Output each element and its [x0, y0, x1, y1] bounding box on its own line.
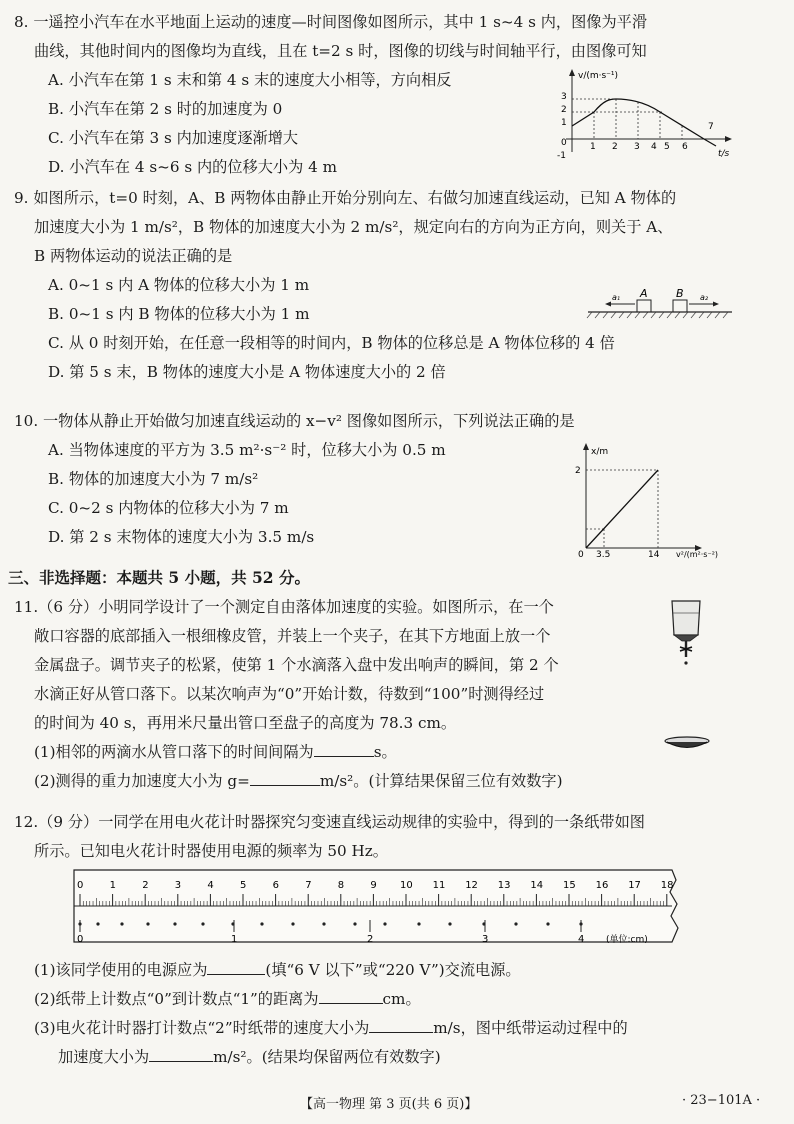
question-11-sub-1: (1)相邻的两滴水从管口落下的时间间隔为 s。: [14, 738, 784, 767]
block-a-label: A: [640, 287, 648, 300]
tape-dot: [417, 922, 420, 925]
question-10-option-c: C. 0~2 s 内物体的位移大小为 7 m: [48, 499, 289, 517]
ruler-number: 2: [142, 880, 149, 891]
ticker-tape-figure: [72, 866, 682, 950]
footer-page-info: 【高一物理 第 3 页(共 6 页)】: [300, 1097, 478, 1112]
question-8-line: 曲线，其他时间内的图像均为直线，且在 t=2 s 时，图像的切线与时间轴平行，由图像可知: [34, 42, 647, 60]
x-axis-label: t/s: [718, 149, 730, 159]
arrow-left-icon: [605, 302, 611, 307]
tape-dot: [291, 922, 294, 925]
x-v2-graph-figure: [570, 440, 738, 560]
x-tick-label: 7: [708, 122, 714, 132]
question-9-line: 9. 如图所示，t=0 时刻，A、B 两物体由静止开始分别向左、右做匀加速直线运动，已知 A 物体的: [14, 189, 677, 207]
count-label: 2: [367, 934, 374, 945]
arrow-right-icon: [713, 302, 719, 307]
ruler-number: 0: [77, 880, 84, 891]
question-12-sub-3-cont: 加速度大小为 m/s²。(结果均保留两位有效数字): [14, 1043, 784, 1072]
tape-dot: [260, 922, 263, 925]
question-12-sub-3: (3)电火花计时器打计数点“2”时纸带的速度大小为 m/s，图中纸带运动过程中的: [14, 1014, 784, 1043]
y-tick-label: 1: [561, 118, 567, 128]
question-10-option-a: A. 当物体速度的平方为 3.5 m²·s⁻² 时，位移大小为 0.5 m: [48, 441, 446, 459]
a1-label: a₁: [612, 293, 621, 302]
question-12: [14, 808, 784, 866]
question-12-line: 12.（9 分）一同学在用电火花计时器探究匀变速直线运动规律的实验中，得到的一条纸带如图: [14, 813, 645, 831]
tape-dot: [322, 922, 325, 925]
question-9-line: B 两物体运动的说法正确的是: [34, 247, 233, 265]
tape-dot: [146, 922, 149, 925]
question-10-option-b: B. 物体的加速度大小为 7 m/s²: [48, 470, 259, 488]
question-12-sub-2: (2)纸带上计数点“0”到计数点“1”的距离为 cm。: [14, 985, 784, 1014]
answer-blank[interactable]: [250, 769, 320, 786]
question-8-option-b: B. 小汽车在第 2 s 时的加速度为 0: [48, 100, 283, 118]
x-tick-label: 2: [612, 142, 618, 152]
question-11-line: 的时间为 40 s，再用米尺量出管口至盘子的高度为 78.3 cm。: [34, 714, 457, 732]
ruler-number: 10: [400, 880, 413, 891]
question-8-line: 8. 一遥控小汽车在水平地面上运动的速度—时间图像如图所示，其中 1 s~4 s 内，图像为平滑: [14, 13, 648, 31]
vt-graph-figure: [548, 66, 760, 168]
question-9-option-c: C. 从 0 时刻开始，在任意一段相等的时间内，B 物体的位移总是 A 物体位移的 4 倍: [48, 334, 615, 352]
unit-label: (单位:cm): [606, 935, 648, 945]
x-axis-label: v²/(m²·s⁻²): [676, 550, 719, 559]
x-tick-label: 3: [634, 142, 640, 152]
plate-figure: [662, 733, 712, 755]
count-label: 4: [578, 934, 585, 945]
x-tick-label: 4: [651, 142, 657, 152]
x-tick-label: 3.5: [596, 550, 611, 560]
y-axis-label: x/m: [591, 447, 609, 457]
question-11-line: 金属盘子。调节夹子的松紧，使第 1 个水滴落入盘中发出响声的瞬间，第 2 个: [34, 656, 559, 674]
block-b: [673, 300, 687, 312]
ruler-number: 6: [272, 880, 279, 891]
footer-code: · 23−101A ·: [682, 1093, 761, 1108]
container: [672, 601, 700, 635]
y-tick-label: 3: [561, 92, 567, 102]
question-9-option-d: D. 第 5 s 末，B 物体的速度大小是 A 物体速度大小的 2 倍: [48, 363, 446, 381]
tape-dot: [201, 922, 204, 925]
section-3-heading: 三、非选择题：本题共 5 小题，共 52 分。: [8, 568, 310, 587]
ruler-number: 1: [109, 880, 116, 891]
answer-blank[interactable]: [319, 987, 383, 1004]
question-8-option-c: C. 小汽车在第 3 s 内加速度逐渐增大: [48, 129, 299, 147]
origin-label: 0: [578, 550, 584, 560]
y-tick-label: 0: [561, 138, 567, 148]
x-tick-label: 1: [590, 142, 596, 152]
water-drop: [684, 661, 687, 664]
tape-dot: [120, 922, 123, 925]
blocks-figure: [586, 284, 736, 320]
ruler-number: 5: [240, 880, 247, 891]
question-8-option-d: D. 小汽车在 4 s~6 s 内的位移大小为 4 m: [48, 158, 338, 176]
tape-dot: [353, 922, 356, 925]
answer-blank[interactable]: [207, 958, 265, 975]
a2-label: a₂: [700, 293, 709, 302]
question-10-option-d: D. 第 2 s 末物体的速度大小为 3.5 m/s: [48, 528, 315, 546]
tape-dot: [546, 922, 549, 925]
dripper-figure: [662, 595, 718, 675]
tape-dot: [514, 922, 517, 925]
ruler-number: 17: [628, 880, 641, 891]
ruler-number: 9: [370, 880, 377, 891]
block-a: [637, 300, 651, 312]
y-axis-label: v/(m·s⁻¹): [578, 71, 619, 81]
ruler-number: 8: [337, 880, 345, 891]
ruler-number: 3: [174, 880, 182, 891]
ruler-number: 18: [660, 880, 674, 891]
ruler-number: 7: [305, 880, 312, 891]
count-label: 0: [77, 934, 84, 945]
answer-blank[interactable]: [314, 740, 374, 757]
block-b-label: B: [676, 287, 684, 300]
count-label: 1: [231, 934, 238, 945]
count-label: 3: [482, 934, 489, 945]
x-v2-line: [586, 470, 658, 548]
ruler-number: 16: [595, 880, 609, 891]
question-9-option-a: A. 0~1 s 内 A 物体的位移大小为 1 m: [48, 276, 310, 294]
ruler-number: 15: [563, 880, 576, 891]
question-11-line: 敞口容器的底部插入一根细橡皮管，并装上一个夹子，在其下方地面上放一个: [34, 627, 551, 645]
question-11-sub-2: (2)测得的重力加速度大小为 g= m/s²。(计算结果保留三位有效数字): [14, 767, 784, 796]
question-12-line: 所示。已知电火花计时器使用电源的频率为 50 Hz。: [34, 842, 388, 860]
ruler-number: 14: [530, 880, 544, 891]
question-8-option-a: A. 小汽车在第 1 s 末和第 4 s 末的速度大小相等，方向相反: [48, 71, 452, 89]
ruler-number: 12: [465, 880, 478, 891]
ruler-number: 4: [207, 880, 214, 891]
answer-blank[interactable]: [369, 1016, 433, 1033]
answer-blank[interactable]: [149, 1045, 213, 1062]
y-tick-label: -1: [557, 151, 566, 161]
ruler-number: 11: [432, 880, 446, 891]
question-9-option-b: B. 0~1 s 内 B 物体的位移大小为 1 m: [48, 305, 310, 323]
tape-dot: [173, 922, 176, 925]
x-tick-label: 5: [664, 142, 670, 152]
question-11-line: 11.（6 分）小明同学设计了一个测定自由落体加速度的实验。如图所示，在一个: [14, 598, 554, 616]
x-tick-label: 6: [682, 142, 688, 152]
tape-dot: [96, 922, 99, 925]
y-tick-label: 2: [561, 105, 567, 115]
question-12-sub-1: (1)该同学使用的电源应为 (填“6 V 以下”或“220 V”)交流电源。: [14, 956, 784, 985]
tape-dot: [383, 922, 386, 925]
question-10-line: 10. 一物体从静止开始做匀加速直线运动的 x−v² 图像如图所示，下列说法正确的是: [14, 412, 575, 430]
question-11-line: 水滴正好从管口落下。以某次响声为“0”开始计数，待数到“100”时测得经过: [34, 685, 545, 703]
ruler-number: 13: [497, 880, 511, 891]
question-12-subs: [14, 956, 784, 1072]
tape-dot: [448, 922, 451, 925]
x-tick-label: 14: [648, 550, 660, 560]
y-tick-label: 2: [575, 466, 581, 476]
question-9-line: 加速度大小为 1 m/s²，B 物体的加速度大小为 2 m/s²，规定向右的方向为正方向，则关于 A、: [34, 218, 673, 236]
